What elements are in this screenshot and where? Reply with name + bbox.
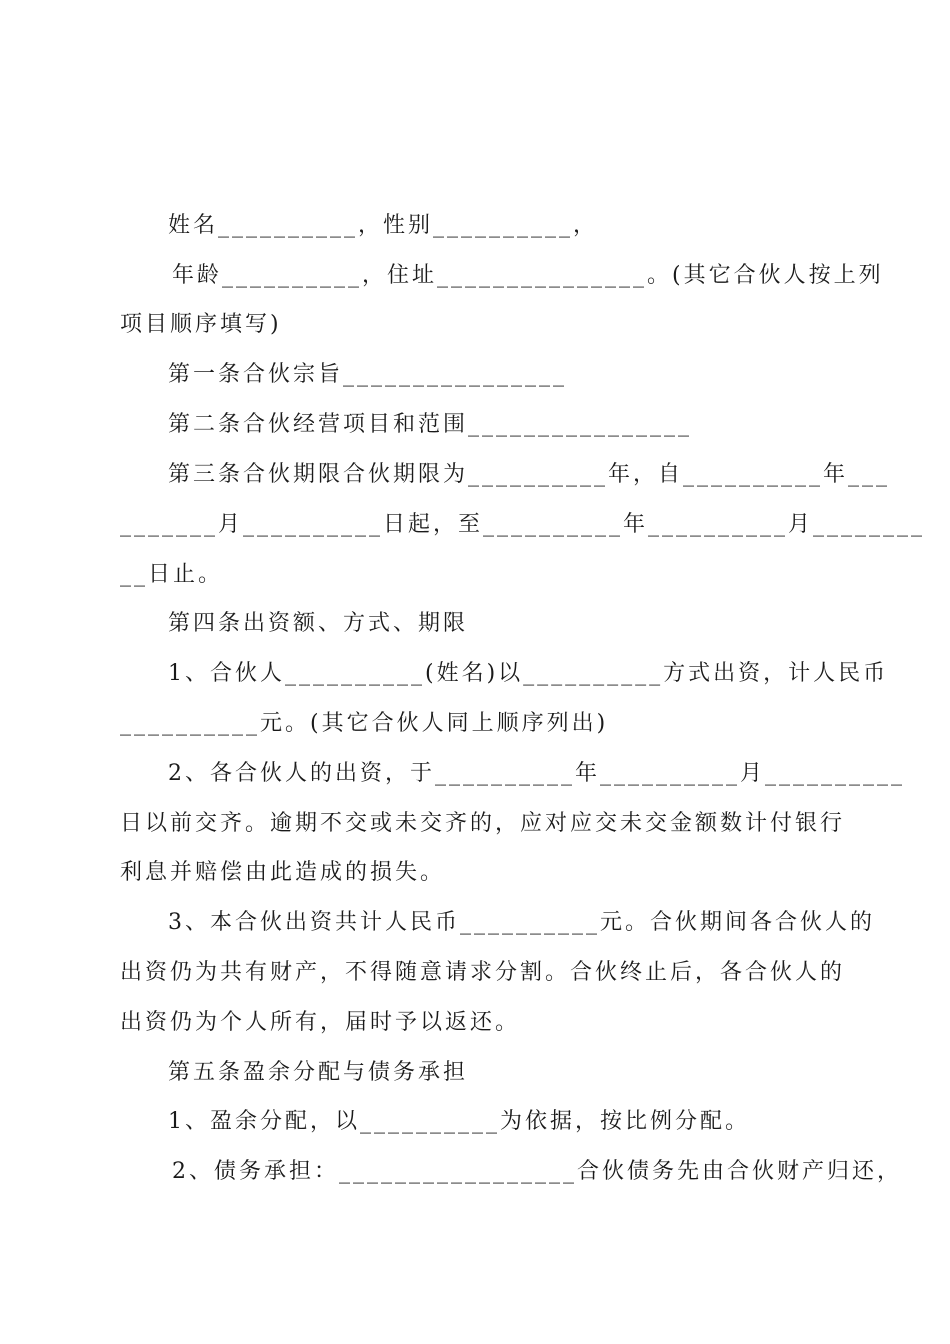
party-name-gender-line: 姓名__________，性别__________， <box>168 213 599 238</box>
article-4-clause-3-line-1: 3、本合伙出资共计人民币__________元。合伙期间各合伙人的 <box>168 910 875 935</box>
party-age-address-line: 年龄__________，住址_______________。(其它合伙人按上列 <box>172 263 884 288</box>
article-5-heading: 第五条盈余分配与债务承担 <box>168 1060 469 1085</box>
article-5-clause-2-line: 2、债务承担：_________________合伙债务先由合伙财产归还， <box>172 1159 902 1184</box>
article-4-clause-3-line-2: 出资仍为共有财产，不得随意请求分割。合伙终止后，各合伙人的 <box>120 960 846 985</box>
article-4-clause-2-line-2: 日以前交齐。逾期不交或未交齐的，应对应交未交金额数计付银行 <box>120 811 846 836</box>
article-4-heading: 第四条出资额、方式、期限 <box>168 611 469 636</box>
article-2-line: 第二条合伙经营项目和范围________________ <box>168 412 693 437</box>
article-1-line: 第一条合伙宗旨________________ <box>168 362 568 387</box>
article-4-clause-2-line-3: 利息并赔偿由此造成的损失。 <box>120 860 446 885</box>
article-4-clause-1-line-2: __________元。(其它合伙人同上顺序列出) <box>120 711 609 736</box>
article-4-clause-2-line-1: 2、各合伙人的出资，于__________年__________月__________ <box>168 761 905 786</box>
article-5-clause-1-line: 1、盈余分配，以__________为依据，按比例分配。 <box>168 1109 750 1134</box>
article-4-clause-1-line-1: 1、合伙人__________(姓名)以__________方式出资，计人民币 <box>168 661 889 686</box>
party-note-line: 项目顺序填写) <box>120 312 282 337</box>
article-3-line-3: __日止。 <box>120 562 224 587</box>
article-3-line-2: _______月__________日起，至__________年__________月________ <box>120 512 926 537</box>
article-4-clause-3-line-3: 出资仍为个人所有，届时予以返还。 <box>120 1010 521 1035</box>
article-3-line-1: 第三条合伙期限合伙期限为__________年，自__________年___ <box>168 462 891 487</box>
